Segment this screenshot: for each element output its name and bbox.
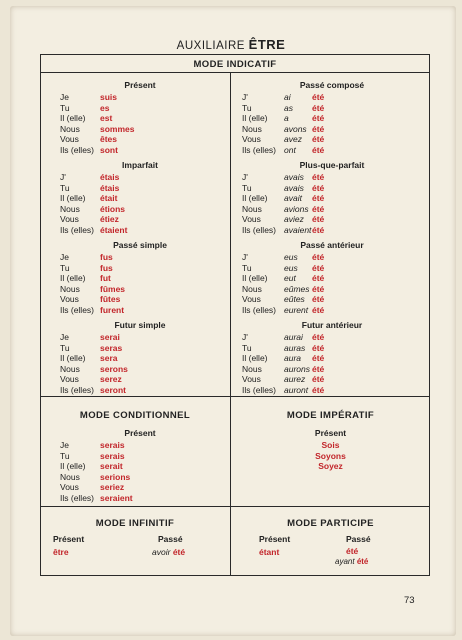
conj-imparfait: [60, 172, 127, 236]
verb-form: été: [312, 92, 325, 102]
conj-row: [60, 440, 133, 451]
pronoun: Ils (elles): [60, 144, 95, 155]
conj-row: [60, 113, 135, 124]
conj-row: [60, 374, 128, 385]
auxiliary: avaient: [284, 224, 312, 235]
verb-form: été: [312, 252, 325, 262]
verb-form: étais: [100, 182, 120, 193]
auxiliary: auront: [284, 384, 309, 395]
conj-present: [60, 92, 135, 156]
conj-row: [242, 284, 324, 295]
conj-row: [242, 124, 324, 135]
verb-form: été: [312, 304, 325, 315]
verb-form: fut: [100, 273, 111, 284]
pronoun: Tu: [242, 182, 252, 193]
imperatif-forms: [231, 440, 430, 472]
verb-form: été: [312, 283, 325, 294]
pronoun: Nous: [242, 283, 262, 294]
conj-row: [60, 225, 127, 236]
auxiliary: aurez: [284, 374, 306, 385]
heading-infinitif: MODE INFINITIF: [95, 518, 175, 529]
conj-futur-simple: [60, 332, 128, 396]
rule-under-indicatif: [40, 72, 430, 73]
tense-passe-simple: Passé simple: [113, 240, 167, 250]
tense-futur-simple: Futur simple: [114, 320, 166, 330]
conj-row: [242, 385, 324, 396]
pronoun: Il (elle): [242, 113, 268, 124]
verb-form: étions: [100, 203, 126, 214]
participe-present-label: Présent: [259, 534, 291, 544]
conj-row: [60, 493, 133, 504]
pronoun: Vous: [60, 214, 79, 225]
conj-row: [60, 92, 135, 103]
pronoun: Ils (elles): [60, 224, 95, 235]
conj-passe-compose: [242, 92, 324, 156]
auxiliary: eurent: [284, 304, 309, 315]
verb-form: étiez: [100, 214, 119, 225]
conj-row: [242, 193, 324, 204]
verb-form: été: [312, 273, 325, 284]
infinitif-passe-aux: avoir: [152, 547, 171, 557]
tense-cond-present: Présent: [124, 428, 156, 438]
pronoun: Il (elle): [242, 193, 268, 204]
pronoun: Vous: [60, 134, 79, 145]
verb-form: été: [312, 203, 325, 214]
pronoun: Tu: [60, 450, 70, 461]
conj-row: [60, 134, 135, 145]
participe-present-form: étant: [259, 547, 280, 557]
auxiliary: ont: [284, 144, 296, 155]
auxiliary: avions: [284, 203, 309, 214]
verb-form: été: [312, 102, 325, 113]
verb-form: sommes: [100, 123, 135, 134]
conj-cond-present: [60, 440, 133, 504]
verb-form: est: [100, 113, 113, 124]
conj-row: [60, 273, 125, 284]
verb-form: êtes: [100, 134, 118, 145]
conj-row: [242, 374, 324, 385]
verb-form: été: [312, 134, 325, 145]
pronoun: Il (elle): [60, 113, 86, 124]
auxiliary: aurai: [284, 332, 303, 342]
conj-row: [242, 145, 324, 156]
conj-row: [242, 103, 324, 114]
tense-present: Présent: [124, 80, 156, 90]
conj-row: [242, 332, 324, 343]
verb-form: es: [100, 102, 110, 113]
verb-form: été: [312, 342, 325, 353]
pronoun: Tu: [60, 342, 70, 353]
tense-imparfait: Imparfait: [122, 160, 158, 170]
verb-form: été: [312, 374, 325, 385]
pronoun: J': [242, 332, 248, 342]
title-verb: ÊTRE: [248, 37, 286, 52]
pronoun: Ils (elles): [60, 384, 95, 395]
pronoun: Nous: [60, 283, 80, 294]
auxiliary: avais: [284, 182, 304, 193]
conj-row: [242, 343, 324, 354]
participe-passe-form: été: [346, 546, 359, 556]
auxiliary: eut: [284, 273, 296, 284]
verb-form: été: [312, 123, 325, 134]
pronoun: Nous: [242, 363, 262, 374]
conj-row: [242, 134, 324, 145]
verb-form: été: [312, 332, 325, 342]
pronoun: Il (elle): [242, 353, 268, 364]
imperatif-form: Sois: [321, 440, 340, 450]
pronoun: Ils (elles): [242, 384, 277, 395]
pronoun: Ils (elles): [242, 304, 277, 315]
pronoun: Nous: [242, 123, 262, 134]
conj-passe-simple: [60, 252, 125, 316]
infinitif-passe-label: Passé: [158, 534, 183, 544]
conj-row: [60, 332, 128, 343]
verb-form: été: [312, 353, 325, 364]
auxiliary: eus: [284, 262, 298, 273]
tense-passe-anterieur: Passé antérieur: [300, 240, 364, 250]
conj-row: [60, 353, 128, 364]
participe-passe-aux: ayant: [335, 557, 355, 566]
conj-row: [242, 273, 324, 284]
conj-row: [242, 263, 324, 274]
heading-imperatif: MODE IMPÉRATIF: [286, 410, 375, 421]
pronoun: Vous: [242, 374, 261, 385]
verb-form: fus: [100, 252, 113, 262]
pronoun: Vous: [60, 374, 79, 385]
verb-form: était: [100, 193, 118, 204]
conj-row: [60, 103, 135, 114]
conj-row: [60, 305, 125, 316]
pronoun: Il (elle): [60, 461, 86, 472]
verb-form: serais: [100, 440, 125, 450]
infinitif-present-label: Présent: [53, 534, 85, 544]
conj-row: [242, 214, 324, 225]
pronoun: Nous: [242, 203, 262, 214]
infinitif-passe-form: été: [172, 547, 186, 557]
verb-form: serais: [100, 450, 125, 461]
verb-form: été: [312, 363, 325, 374]
conj-row: [60, 204, 127, 215]
pronoun: Nous: [60, 471, 80, 482]
tense-plus-que-parfait: Plus-que-parfait: [299, 160, 365, 170]
pronoun: Il (elle): [60, 193, 86, 204]
pronoun: Nous: [60, 123, 80, 134]
verb-form: seras: [100, 342, 123, 353]
verb-form: été: [312, 144, 325, 155]
pronoun: Il (elle): [242, 273, 268, 284]
pronoun: Je: [60, 252, 69, 262]
verb-form: sera: [100, 353, 118, 364]
conj-row: [60, 482, 133, 493]
pronoun: Vous: [242, 214, 261, 225]
verb-form: étais: [100, 172, 120, 182]
pronoun: Tu: [60, 182, 70, 193]
pronoun: Tu: [60, 102, 70, 113]
pronoun: Nous: [60, 363, 80, 374]
pronoun: J': [60, 172, 66, 182]
conj-row: [60, 472, 133, 483]
conj-row: [242, 225, 324, 236]
page-title: [0, 37, 462, 52]
auxiliary: avons: [284, 123, 307, 134]
heading-conditionnel: MODE CONDITIONNEL: [79, 410, 191, 421]
pronoun: Ils (elles): [60, 304, 95, 315]
pronoun: Ils (elles): [242, 224, 277, 235]
conj-row: [60, 284, 125, 295]
page-number: 73: [404, 595, 415, 606]
heading-indicatif: MODE INDICATIF: [193, 59, 277, 70]
conj-row: [242, 204, 324, 215]
infinitif-passe: [152, 547, 185, 557]
conj-row: [242, 113, 324, 124]
auxiliary: auras: [284, 342, 306, 353]
verb-form: sont: [100, 144, 118, 155]
rule-center-bottom: [230, 506, 231, 576]
auxiliary: avais: [284, 172, 304, 182]
verb-form: seraient: [100, 492, 133, 503]
pronoun: Il (elle): [60, 353, 86, 364]
auxiliary: eus: [284, 252, 298, 262]
auxiliary: as: [284, 102, 293, 113]
conj-row: [242, 252, 324, 263]
conj-passe-anterieur: [242, 252, 324, 316]
auxiliary: aura: [284, 353, 302, 364]
pronoun: J': [242, 252, 248, 262]
verb-form: été: [312, 262, 325, 273]
verb-form: été: [312, 193, 325, 204]
participe-passe-form2: été: [356, 557, 369, 566]
conj-row: [242, 305, 324, 316]
tense-futur-anterieur: Futur antérieur: [301, 320, 363, 330]
auxiliary: eûmes: [284, 283, 310, 294]
verb-form: fus: [100, 262, 113, 273]
verb-form: été: [312, 113, 325, 124]
imperatif-form: Soyons: [315, 450, 346, 461]
conj-row: [242, 183, 324, 194]
auxiliary: ai: [284, 92, 291, 102]
participe-passe-compose: [335, 557, 368, 566]
verb-form: seriez: [100, 482, 125, 493]
verb-form: été: [312, 384, 325, 395]
verb-form: été: [312, 182, 325, 193]
conj-row: [60, 461, 133, 472]
verb-form: été: [312, 214, 325, 225]
pronoun: J': [242, 172, 248, 182]
conj-row: [242, 172, 324, 183]
verb-form: fûtes: [100, 294, 121, 305]
pronoun: Nous: [60, 203, 80, 214]
conj-row: [60, 294, 125, 305]
conj-row: [60, 252, 125, 263]
verb-form: suis: [100, 92, 118, 102]
verb-form: serions: [100, 471, 131, 482]
verb-form: serai: [100, 332, 120, 342]
verb-form: été: [312, 294, 325, 305]
conj-row: [60, 183, 127, 194]
pronoun: Vous: [242, 134, 261, 145]
title-auxiliaire: AUXILIAIRE: [176, 40, 245, 52]
conj-row: [60, 145, 135, 156]
rule-above-conditionnel: [40, 396, 430, 397]
auxiliary: avez: [284, 134, 302, 145]
verb-form: seront: [100, 384, 126, 395]
conj-row: [60, 451, 133, 462]
conj-row: [242, 353, 324, 364]
pronoun: Vous: [242, 294, 261, 305]
rule-above-infinitif: [40, 506, 430, 507]
conj-row: [60, 343, 128, 354]
conj-row: [60, 214, 127, 225]
conj-row: [60, 263, 125, 274]
auxiliary: a: [284, 113, 289, 124]
pronoun: Je: [60, 440, 69, 450]
auxiliary: avait: [284, 193, 302, 204]
conj-futur-anterieur: [242, 332, 324, 396]
participe-passe-label: Passé: [346, 534, 371, 544]
conj-row: [60, 193, 127, 204]
verb-form: serons: [100, 363, 128, 374]
conj-row: [242, 294, 324, 305]
pronoun: Je: [60, 332, 69, 342]
pronoun: Ils (elles): [242, 144, 277, 155]
tense-passe-compose: Passé composé: [299, 80, 365, 90]
conj-row: [60, 124, 135, 135]
pronoun: Vous: [60, 294, 79, 305]
pronoun: J': [242, 92, 248, 102]
conj-plus-que-parfait: [242, 172, 324, 236]
verb-form: fûmes: [100, 283, 126, 294]
auxiliary: aviez: [284, 214, 304, 225]
pronoun: Je: [60, 92, 69, 102]
conj-row: [60, 172, 127, 183]
conj-row: [242, 92, 324, 103]
conj-row: [60, 364, 128, 375]
pronoun: Tu: [60, 262, 70, 273]
pronoun: Tu: [242, 262, 252, 273]
pronoun: Tu: [242, 342, 252, 353]
pronoun: Vous: [60, 482, 79, 493]
conj-row: [242, 364, 324, 375]
verb-form: été: [312, 172, 325, 182]
auxiliary: aurons: [284, 363, 310, 374]
tense-imp-present: Présent: [314, 428, 347, 438]
verb-form: été: [312, 224, 325, 235]
auxiliary: eûtes: [284, 294, 305, 305]
pronoun: Tu: [242, 102, 252, 113]
imperatif-form: Soyez: [318, 461, 343, 472]
pronoun: Ils (elles): [60, 492, 95, 503]
verb-form: furent: [100, 304, 125, 315]
heading-participe: MODE PARTICIPE: [287, 518, 374, 529]
verb-form: serez: [100, 374, 122, 385]
conj-row: [60, 385, 128, 396]
verb-form: étaient: [100, 224, 128, 235]
infinitif-present-form: être: [53, 547, 69, 557]
verb-form: serait: [100, 461, 123, 472]
pronoun: Il (elle): [60, 273, 86, 284]
